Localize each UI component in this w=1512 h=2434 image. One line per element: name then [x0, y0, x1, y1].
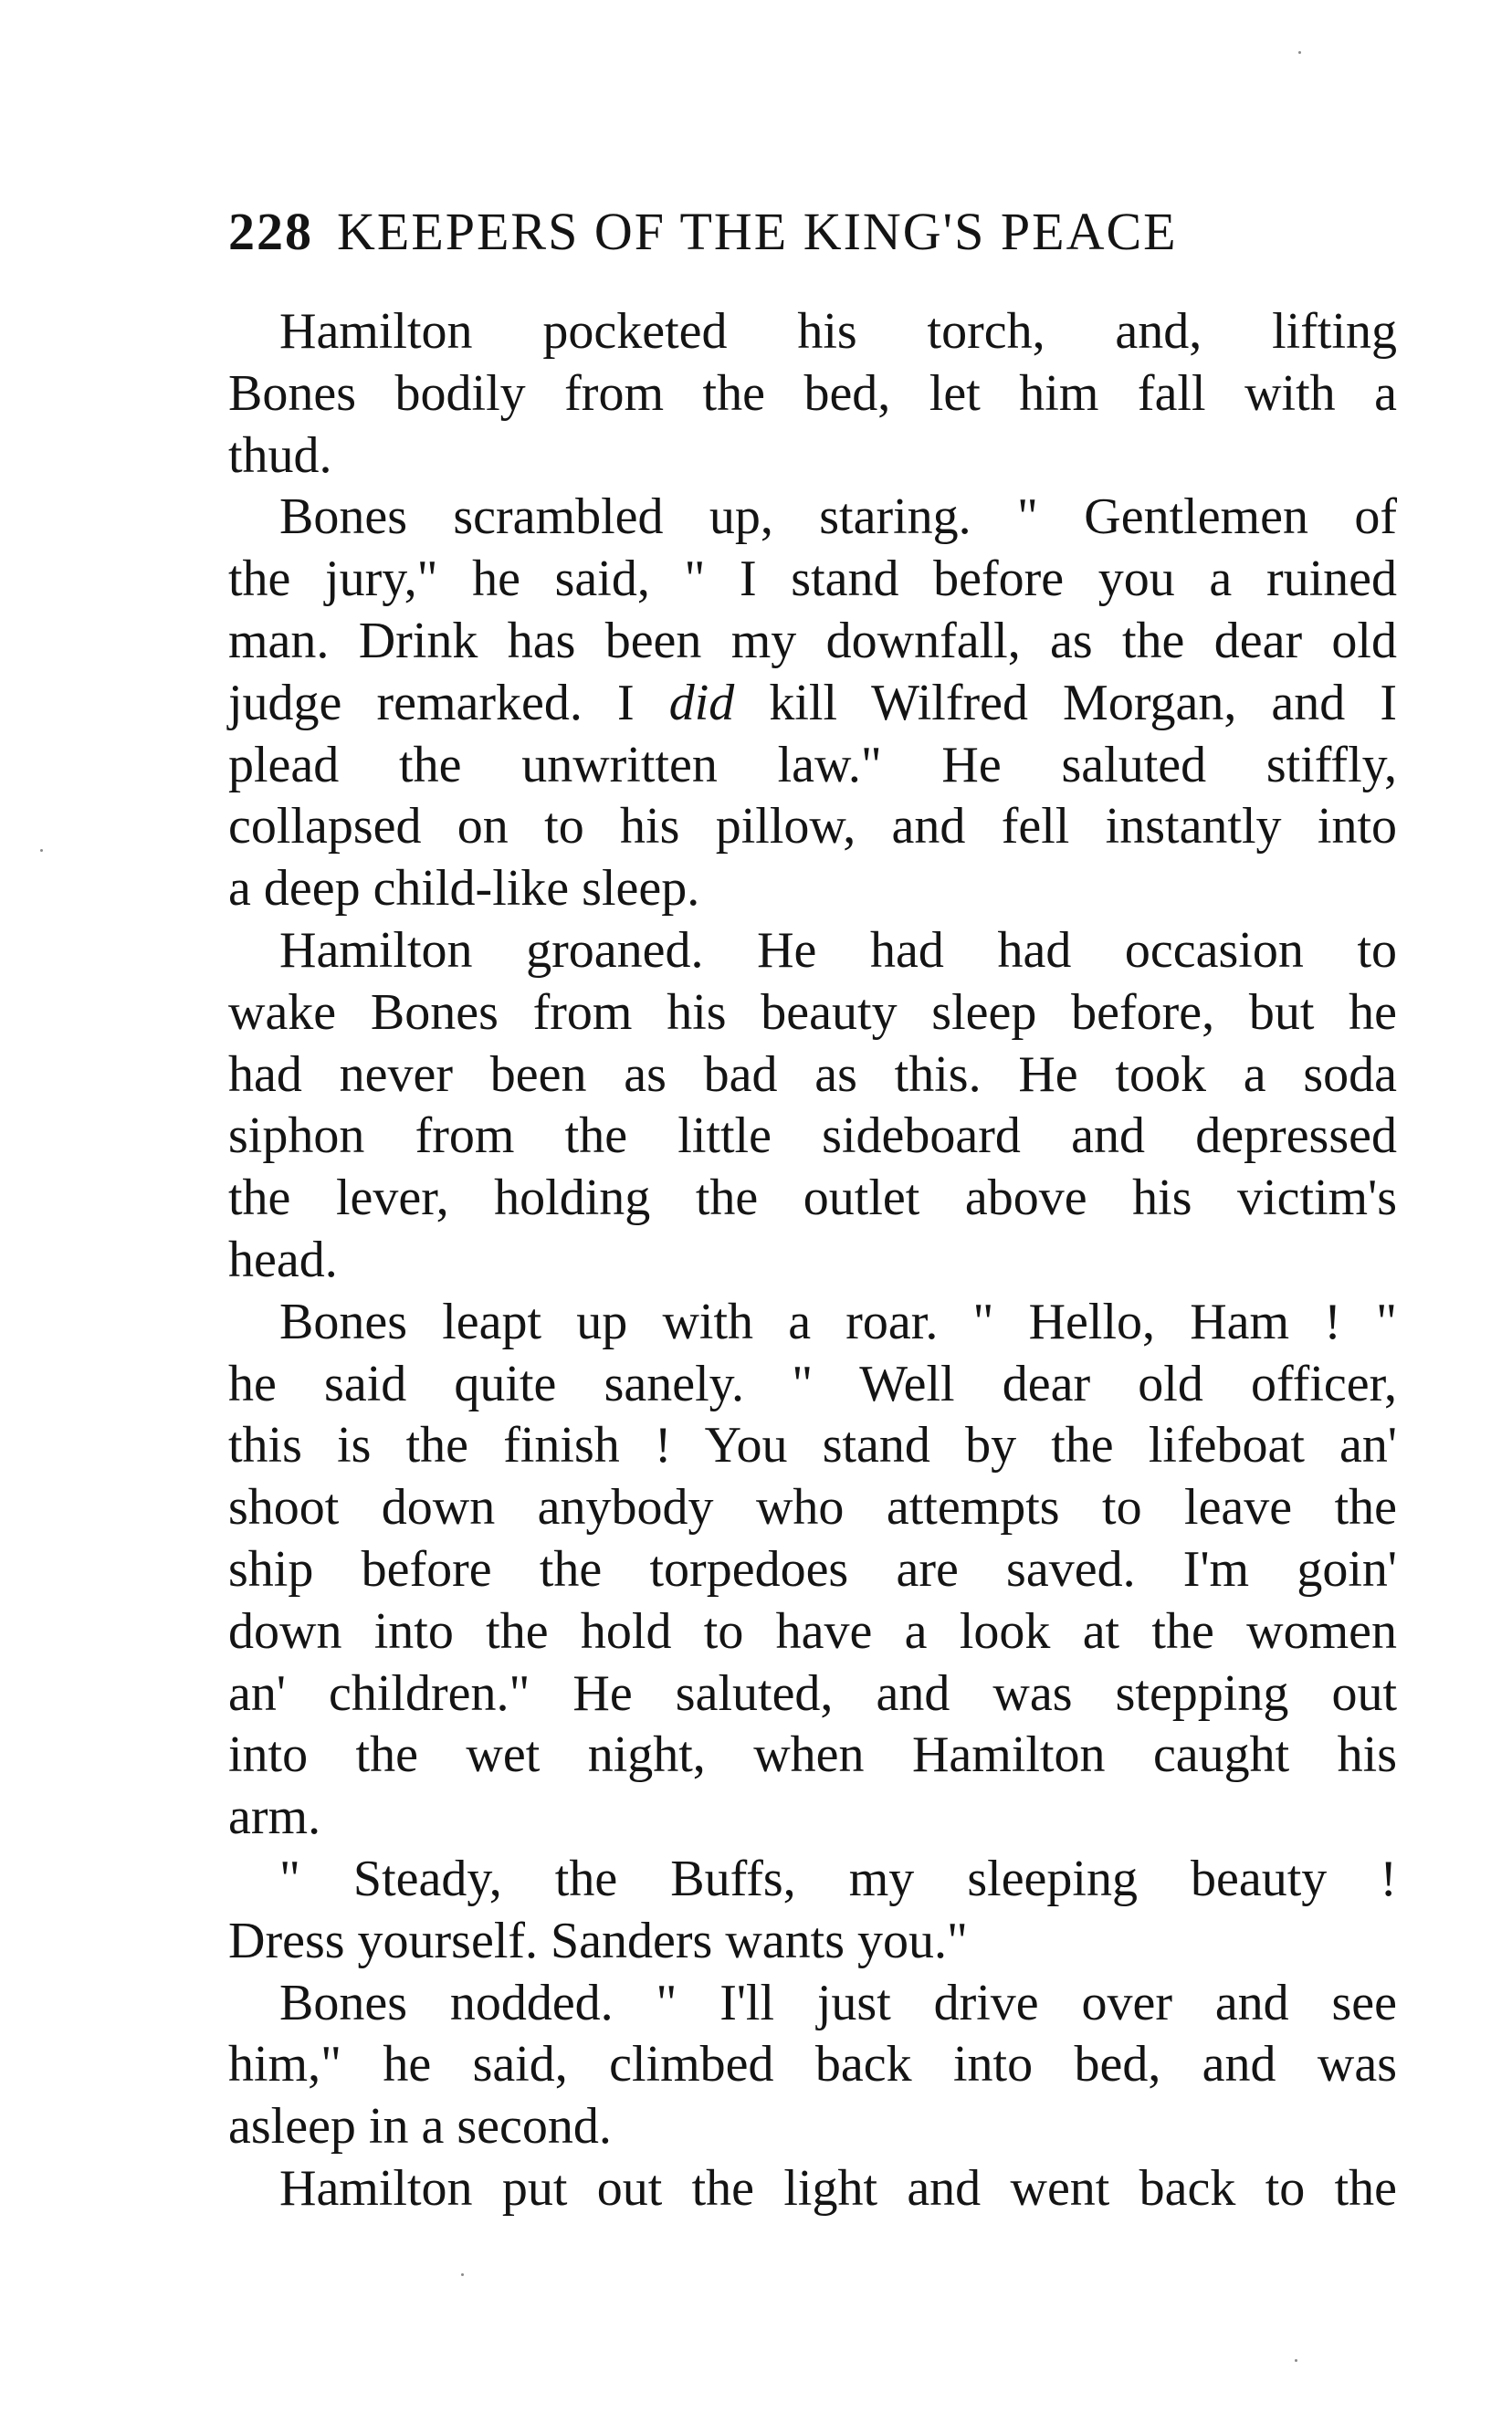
- text-line: Bones bodily from the bed, let him fall with a: [228, 364, 1397, 422]
- text-line: Dress yourself. Sanders wants you.": [228, 1912, 968, 1969]
- text-run: kill Wilfred Morgan, and I: [769, 674, 1397, 731]
- text-line: he said quite sanely. " Well dear old officer,: [228, 1355, 1397, 1412]
- text-line: the jury," he said, " I stand before you a ruined: [228, 551, 1397, 608]
- text-line: shoot down anybody who attempts to leave the: [228, 1479, 1397, 1537]
- text-line: asleep in a second.: [228, 2098, 612, 2156]
- text-line: plead the unwritten law." He saluted stiffly,: [228, 736, 1397, 793]
- text-run: judge remarked. I: [228, 674, 635, 731]
- text-line: into the wet night, when Hamilton caught his: [228, 1726, 1397, 1784]
- text-line: an' children." He saluted, and was stepping out: [228, 1664, 1397, 1722]
- text-line: arm.: [228, 1789, 321, 1846]
- italic-emphasis: did: [668, 674, 735, 731]
- text-line: Bones nodded. " I'll just drive over and see: [279, 1974, 1397, 2031]
- text-line: man. Drink has been my downfall, as the dear old: [228, 612, 1397, 669]
- text-line: collapsed on to his pillow, and fell instantly into: [228, 798, 1397, 855]
- text-line: Bones leapt up with a roar. " Hello, Ham ! ": [279, 1293, 1397, 1350]
- running-head: [228, 195, 1351, 268]
- text-line: this is the finish ! You stand by the lifeboat an': [228, 1417, 1397, 1474]
- text-line: the lever, holding the outlet above his victim's: [228, 1170, 1397, 1227]
- text-line: ship before the torpedoes are saved. I'm goin': [228, 1540, 1397, 1598]
- paper-speck: [1298, 51, 1301, 54]
- text-line: " Steady, the Buffs, my sleeping beauty !: [279, 1850, 1397, 1907]
- text-line: a deep child-like sleep.: [228, 860, 700, 918]
- text-line: down into the hold to have a look at the women: [228, 1602, 1397, 1660]
- text-line: [228, 673, 1397, 735]
- body-text: [228, 301, 1397, 2220]
- text-line: Hamilton groaned. He had had occasion to: [279, 921, 1397, 979]
- text-line: him," he said, climbed back into bed, and was: [228, 2036, 1397, 2093]
- paper-speck: [461, 2273, 464, 2276]
- text-line: head.: [228, 1231, 338, 1288]
- text-line: Hamilton put out the light and went back to the: [279, 2159, 1397, 2217]
- running-title: KEEPERS OF THE KING'S PEACE: [337, 202, 1178, 261]
- text-line: had never been as bad as this. He took a soda: [228, 1045, 1397, 1103]
- page-number: 228: [228, 202, 313, 261]
- text-line: siphon from the little sideboard and depressed: [228, 1107, 1397, 1165]
- paper-speck: [40, 849, 43, 852]
- text-line: thud.: [228, 426, 332, 484]
- text-line: Bones scrambled up, staring. " Gentlemen of: [279, 488, 1397, 546]
- paper-speck: [1295, 2359, 1297, 2362]
- text-line: Hamilton pocketed his torch, and, lifting: [279, 303, 1397, 360]
- text-line: wake Bones from his beauty sleep before, but he: [228, 983, 1397, 1041]
